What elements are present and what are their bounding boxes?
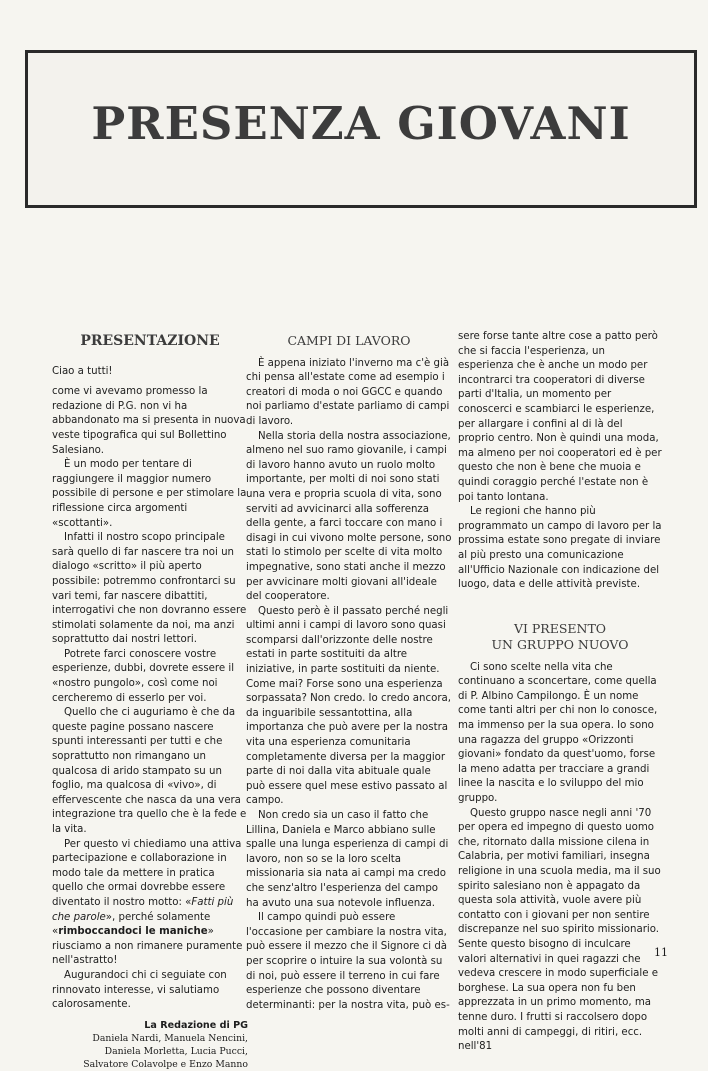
column-right	[458, 330, 662, 1055]
text-run: », perché solamente «	[52, 911, 211, 938]
paragraph: Questo però è il passato perché negli ultimi anni i campi di lavoro sono quasi scomparsi dall'orizzonte delle nostre estati in parte sostituiti da altre iniziative, in parte sostituiti da niente. Come mai? Forse sono una esperienza sorpassata? Non credo. Io credo ancora, da inguaribile sessantottina, alla importanza che può avere per la nostra vita una esperienza comunitaria completamente diversa per la maggior parte di noi dalla vita abituale quale può essere quel mese estivo passato al campo.	[246, 605, 452, 807]
signature	[52, 1019, 248, 1071]
greeting: Ciao a tutti!	[52, 365, 113, 377]
heading-line: UN GRUPPO NUOVO	[491, 636, 629, 652]
paragraph: sere forse tante altre cose a patto però che si faccia l'esperienza, un esperienza che è anche un modo per incontrarci tra cooperatori di diverse parti d'Italia, un momento per conoscerci e scambiarci le esperienze, per allargare i confini al di là del proprio centro. Non è quindi una moda, ma almeno per noi cooperatori ed è per questo che non è bene che muoia e quindi coraggio perché l'estate non è poi tanto lontana.	[458, 331, 662, 503]
paragraph: Il campo quindi può essere l'occasione per cambiare la nostra vita, può essere il mezzo che il Signore ci dà per scoprire o intuire la sua volontà su di noi, può essere il terreno in cui fare esperienze che possono diventare determinanti: per la nostra vita, può es-	[246, 912, 450, 1011]
paragraph: Augurandoci chi ci seguiate con rinnovato interesse, vi salutiamo calorosamente.	[52, 969, 227, 1011]
paragraph: Nella storia della nostra associazione, almeno nel suo ramo giovanile, i campi di lavoro hanno avuto un ruolo molto importante, per molti di noi sono stati una vera e propria scuola di vita, sono serviti ad avvicinarci alla sofferenza della gente, a farci toccare con mano i disagi in cui vivono molte persone, sono stati lo stimolo per scelte di vita molto impegnative, sono stati anche il mezzo per avvicinare molti giovani all'ideale del cooperatore.	[246, 430, 452, 603]
paragraph: Ci sono scelte nella vita che continuano a sconcertare, come quella di P. Albino Campilongo. È un nome come tanti altri per chi non lo conosce, ma immenso per la sua opera. Io sono una ragazza del gruppo «Orizzonti giovani» fondato da quest'uomo, forse la meno adatta per tracciare a grandi linee la nascita e lo sviluppo del mio gruppo.	[458, 661, 658, 805]
paragraph: Non credo sia un caso il fatto che Lillina, Daniela e Marco abbiano sulle spalle una lunga esperienza di campi di lavoro, non so se la loro scelta missionaria sia nata ai campi ma credo che senz'altro l'esperienza del campo ha avuto una sua notevole influenza.	[246, 810, 449, 909]
motto-paragraph	[52, 838, 248, 969]
text-run: Per questo vi chiediamo una attiva partecipazione e collaborazione in modo tale da mettere in pratica quello che ormai dovrebbe essere diventato il nostro motto: «	[52, 838, 242, 908]
paragraph: Quello che ci auguriamo è che da queste pagine possano nascere spunti interessanti per tutti e che soprattutto non rimangano un qualcosa di arido stampato su un foglio, ma qualcosa di «vivo», di effervescente che nasca da una vera integrazione tra quello che è la fede e la vita.	[52, 707, 247, 835]
paragraph: È appena iniziato l'inverno ma c'è già chi pensa all'estate come ad esempio i creatori di moda o noi GGCC e quando noi parliamo d'estate parliamo di campi di lavoro.	[246, 357, 450, 427]
paragraph: Potrete farci conoscere vostre esperienze, dubbi, dovrete essere il «nostro pungolo», così come noi cercheremo di esserlo per voi.	[52, 648, 235, 704]
heading-gruppo-nuovo	[458, 621, 662, 653]
title-box	[25, 50, 697, 208]
motto: Fatti più che parole	[52, 896, 234, 923]
page-title: PRESENZA GIOVANI	[91, 97, 631, 150]
page-number: 11	[654, 946, 668, 959]
signature-org: La Redazione di PG	[144, 1019, 248, 1031]
paragraph: come vi avevamo promesso la redazione di P.G. non vi ha abbandonato ma si presenta in nuova veste tipografica qui sul Bollettino Salesiano.	[52, 386, 246, 456]
signature-names: Daniela Nardi, Manuela Nencini,	[92, 1032, 248, 1044]
bold-phrase: rimboccandoci le maniche	[58, 926, 208, 938]
heading-line: VI PRESENTO	[513, 620, 607, 636]
paragraph: Infatti il nostro scopo principale sarà quello di far nascere tra noi un dialogo «scritto» il più aperto possibile: potremmo confrontarci su vari temi, far nascere dibattiti, interrogativi che non dovranno essere stimolati solamente da noi, ma anzi soprattutto dai nostri lettori.	[52, 532, 247, 646]
heading-presentazione: PRESENTAZIONE	[80, 333, 220, 349]
column-campi	[246, 334, 452, 1013]
column-presentazione	[52, 334, 248, 1071]
signature-names: Daniela Morletta, Lucia Pucci,	[104, 1045, 248, 1057]
signature-names: Salvatore Colavolpe e Enzo Manno	[83, 1058, 248, 1070]
paragraph: Questo gruppo nasce negli anni '70 per opera ed impegno di questo uomo che, ritornato dalla missione cilena in Calabria, per motivi familiari, insegna religione in una scuola media, ma il suo spirito salesiano non è appagato da questa sola attività, vuole avere più contatto con i giovani per non sentire discrepanze nel suo spirito missionario. Sente questo bisogno di inculcare valori alternativi in quei ragazzi che vedeva crescere in modo superficiale e borghese. La sua opera non fu ben apprezzata in un primo momento, ma tenne duro. I frutti si raccolsero dopo molti anni di campeggi, di ritiri, ecc. nell'81	[458, 807, 661, 1053]
heading-campi: CAMPI DI LAVORO	[287, 333, 411, 348]
text-run: » riusciamo a non rimanere puramente nell'astratto!	[52, 926, 243, 967]
paragraph: È un modo per tentare di raggiungere il maggior numero possibile di persone e per stimolare la riflessione circa argomenti «scottanti».	[52, 459, 247, 529]
paragraph: Le regioni che hanno più programmato un campo di lavoro per la prossima estate sono pregate di inviare al più presto una comunicazione all'Ufficio Nazionale con indicazione del luogo, data e delle attività previste.	[458, 506, 662, 591]
